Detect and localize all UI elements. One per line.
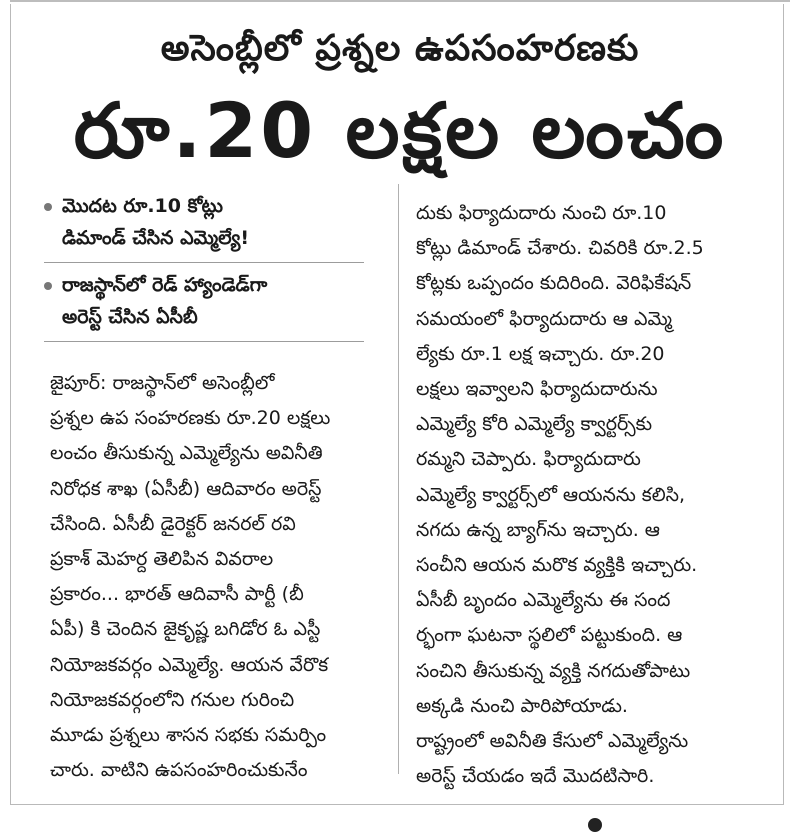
bullet-line: మొదట రూ.10 కోట్లు — [62, 195, 223, 217]
body-line: ఏసీబీ బృందం ఎమ్మెల్యేను ఈ సంద — [416, 589, 671, 612]
bullet-dot-icon — [44, 203, 52, 211]
body-line: జైపూర్: రాజస్థాన్‌లో అసెంబ్లీలో — [50, 372, 275, 394]
bullet-line: రాజస్థాన్‌లో రెడ్ హ్యాండెడ్‌గా — [62, 274, 268, 296]
body-line: నిరోధక శాఖ (ఏసీబీ) ఆదివారం అరెస్ట్ — [50, 477, 322, 500]
body-line: అరెస్ట్ చేయడం ఇదే మొదటిసారి. — [416, 765, 655, 788]
body-line: అక్కడి నుంచి పారిపోయాడు. — [416, 694, 628, 717]
body-line: లంచం తీసుకున్న ఎమ్మెల్యేను అవినీతి — [50, 442, 323, 465]
body-line: రమ్మని చెప్పారు. ఫిర్యాదుదారు — [416, 448, 641, 471]
body-line: దుకు ఫిర్యాదుదారు నుంచి రూ.10 — [416, 202, 667, 224]
column-divider — [398, 184, 399, 774]
body-line: ప్రకారం... భారత్ ఆదివాసీ పార్టీ (బీ — [50, 583, 304, 606]
bullet-item — [44, 263, 364, 342]
body-line: సమయంలో ఫిర్యాదుదారు ఆ ఎమ్మె — [416, 307, 673, 330]
subheadline-bullets — [44, 184, 364, 342]
bullet-item — [44, 184, 364, 263]
body-line: నియోజకవర్గం ఎమ్మెల్యే. ఆయన వేరొక — [50, 653, 329, 676]
body-line: రాష్ట్రంలో అవినీతి కేసులో ఎమ్మెల్యేను — [416, 730, 689, 753]
article-body-left — [50, 366, 390, 788]
top-rule — [10, 0, 790, 2]
body-line: లక్షలు ఇవ్వాలని ఫిర్యాదుదారును — [416, 378, 658, 401]
article-body-right — [416, 196, 756, 794]
body-line: ఎమ్మెల్యే క్వార్టర్స్‌లో ఆయనను కలిసి, — [416, 483, 686, 506]
body-line: మూడు ప్రశ్నలు శాసన సభకు సమర్పిం — [50, 724, 327, 747]
body-line: కోట్లకు ఒప్పందం కుదిరింది. వెరిఫికేషన్ — [416, 272, 692, 295]
body-line: ఏపీ) కి చెందిన జైకృష్ణ బగిడోర ఓ ఎస్టీ — [50, 618, 321, 641]
body-line: ప్రశ్నల ఉప సంహరణకు రూ.20 లక్షలు — [50, 407, 331, 430]
kicker-headline: అసెంబ్లీలో ప్రశ్నల ఉపసంహరణకు — [160, 28, 640, 69]
page-mark-dot — [588, 818, 602, 832]
body-line: చేసింది. ఏసీబీ డైరెక్టర్ జనరల్ రవి — [50, 512, 296, 535]
main-headline: రూ.20 లక్షల లంచం — [73, 86, 727, 175]
body-line: నియోజకవర్గంలోని గనుల గురించి — [50, 688, 295, 711]
body-line: నగదు ఉన్న బ్యాగ్‌ను ఇచ్చారు. ఆ — [416, 518, 660, 541]
body-line: కోట్లు డిమాండ్ చేశారు. చివరికి రూ.2.5 — [416, 237, 704, 260]
body-line: సంచిని తీసుకున్న వ్యక్తి నగదుతోపాటు — [416, 659, 691, 682]
bullet-line: డిమాండ్ చేసిన ఎమ్మెల్యే! — [62, 227, 250, 249]
bullet-dot-icon — [44, 282, 52, 290]
body-line: ర్భంగా ఘటనా స్థలిలో పట్టుకుంది. ఆ — [416, 624, 683, 647]
body-line: చారు. వాటిని ఉపసంహరించుకునేం — [50, 759, 308, 782]
body-line: ప్రకాశ్ మెహర్ద తెలిపిన వివరాల — [50, 548, 274, 571]
bullet-line: అరెస్ట్ చేసిన ఏసీబీ — [62, 306, 198, 328]
body-line: ల్యేకు రూ.1 లక్ష ఇచ్చారు. రూ.20 — [416, 342, 665, 365]
body-line: ఎమ్మెల్యే కోరి ఎమ్మెల్యే క్వార్టర్స్‌కు — [416, 413, 653, 436]
body-line: సంచీని ఆయన మరొక వ్యక్తికి ఇచ్చారు. — [416, 554, 698, 577]
